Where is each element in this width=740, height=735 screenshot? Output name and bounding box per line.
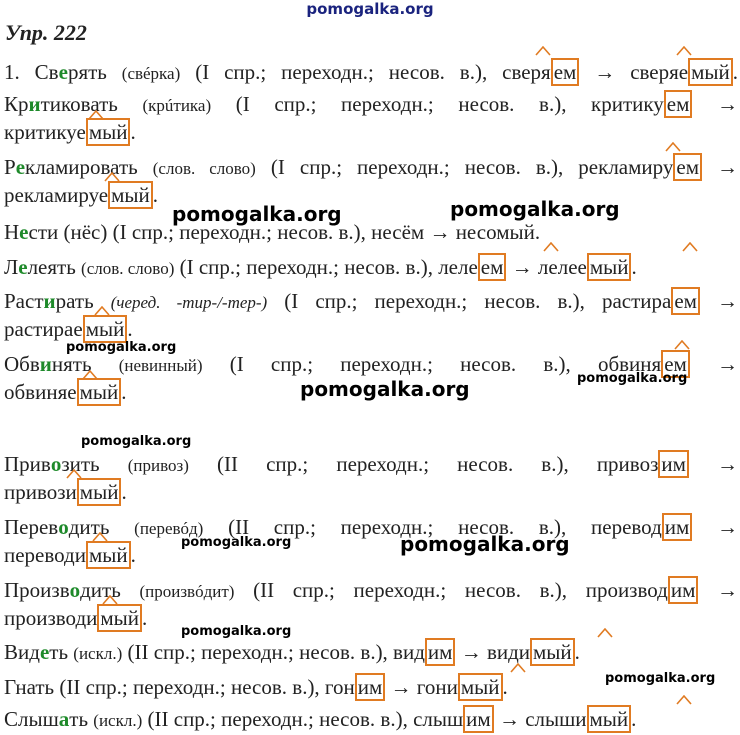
entry-line: Обвинять (невинный) (I спр.; переходн.; несов. в.), обвиня ем → [4, 352, 738, 376]
ending-box: им [668, 576, 699, 604]
suffix-box: мый [77, 378, 122, 406]
watermark: pomogalka.org [400, 532, 570, 556]
ending-box: им [658, 450, 689, 478]
suffix-arc-icon [510, 663, 526, 673]
ending-box: ем [478, 253, 507, 281]
suffix-box: мый [530, 638, 575, 666]
entry-line: Видеть (искл.) (II спр.; переходн.; несов. в.), вид им → види мый . [4, 640, 580, 664]
entry-line: 1. Сверять (свéрка) (I спр.; переходн.; несов. в.), сверя ем → сверяе мый . [4, 60, 738, 84]
suffix-arc-icon [676, 695, 692, 705]
suffix-arc-icon [88, 110, 104, 120]
watermark: pomogalka.org [181, 535, 292, 550]
entry-line: Рекламировать (слов. слово) (I спр.; переходн.; несов. в.), рекламиру ем → [4, 155, 739, 179]
suffix-box: мый [688, 58, 733, 86]
suffix-box: мый [458, 673, 503, 701]
ending-box: ем [671, 287, 700, 315]
entry-line: Лелеять (слов. слово) (I спр.; переходн.; несов. в.), леле ем → лелее мый . [4, 255, 637, 279]
suffix-box: мый [97, 604, 142, 632]
entry-line: Привозить (привоз) (II спр.; переходн.; несов. в.), привоз им → [4, 452, 739, 476]
suffix-arc-icon [682, 242, 698, 252]
entry-line-cont: переводи мый . [4, 543, 136, 567]
watermark: pomogalka.org [66, 340, 177, 355]
header-watermark: pomogalka.org [306, 0, 434, 18]
ending-box: им [463, 705, 494, 733]
suffix-arc-icon [82, 370, 98, 380]
entry-line: Нести (нёс) (I спр.; переходн.; несов. в.), несём → несомый. [4, 220, 541, 244]
entry-line: Слышать (искл.) (II спр.; переходн.; несов. в.), слыш им → слыши мый . [4, 707, 637, 731]
entry-line-cont: растирае мый . [4, 317, 133, 341]
watermark: pomogalka.org [450, 197, 620, 221]
entry-line: Переводить (перевóд) (II спр.; переходн.; несов. в.), перевод им → [4, 515, 739, 539]
exercise-title: Упр. 222 [5, 20, 87, 45]
entry-line-cont: обвиняе мый . [4, 380, 127, 404]
ending-box: ем [551, 58, 580, 86]
entry-line: Растирать (черед. -тир-/-тер-) (I спр.; переходн.; несов. в.), растира ем → [4, 289, 739, 313]
suffix-arc-icon [66, 469, 82, 479]
ending-box: им [355, 673, 386, 701]
suffix-box: мый [77, 478, 122, 506]
ending-box: ем [664, 90, 693, 118]
suffix-arc-icon [676, 46, 692, 56]
watermark: pomogalka.org [181, 624, 292, 639]
entry-line-cont: критикуе мый . [4, 120, 136, 144]
watermark: pomogalka.org [81, 434, 192, 449]
suffix-box: мый [108, 181, 153, 209]
entry-line: Производить (произвóдит) (II спр.; переходн.; несов. в.), производ им → [4, 578, 739, 602]
suffix-arc-icon [92, 532, 108, 542]
suffix-arc-icon [104, 172, 120, 182]
suffix-box: мый [587, 253, 632, 281]
suffix-box: мый [587, 705, 632, 733]
suffix-box: мый [86, 541, 131, 569]
watermark: pomogalka.org [577, 371, 688, 386]
watermark: pomogalka.org [172, 202, 342, 226]
ending-box: ем [673, 153, 702, 181]
entry-line-cont: производи мый . [4, 606, 148, 630]
entry-line: Критиковать (крúтика) (I спр.; переходн.; несов. в.), критику ем → [4, 92, 739, 116]
watermark: pomogalka.org [605, 671, 716, 686]
suffix-arc-icon [597, 628, 613, 638]
ending-box: им [662, 513, 693, 541]
entry-line-cont: рекламируе мый . [4, 183, 159, 207]
suffix-arc-icon [674, 340, 690, 350]
suffix-box: мый [83, 315, 128, 343]
suffix-box: мый [86, 118, 131, 146]
entry-line-cont: привози мый . [4, 480, 127, 504]
suffix-arc-icon [102, 595, 118, 605]
suffix-arc-icon [665, 142, 681, 152]
ending-box: им [425, 638, 456, 666]
suffix-arc-icon [543, 242, 559, 252]
watermark: pomogalka.org [300, 377, 470, 401]
suffix-arc-icon [94, 306, 110, 316]
entry-line: Гнать (II спр.; переходн.; несов. в.), гон им → гони мый . [4, 675, 508, 699]
suffix-arc-icon [535, 46, 551, 56]
ending-box: ем [661, 350, 690, 378]
